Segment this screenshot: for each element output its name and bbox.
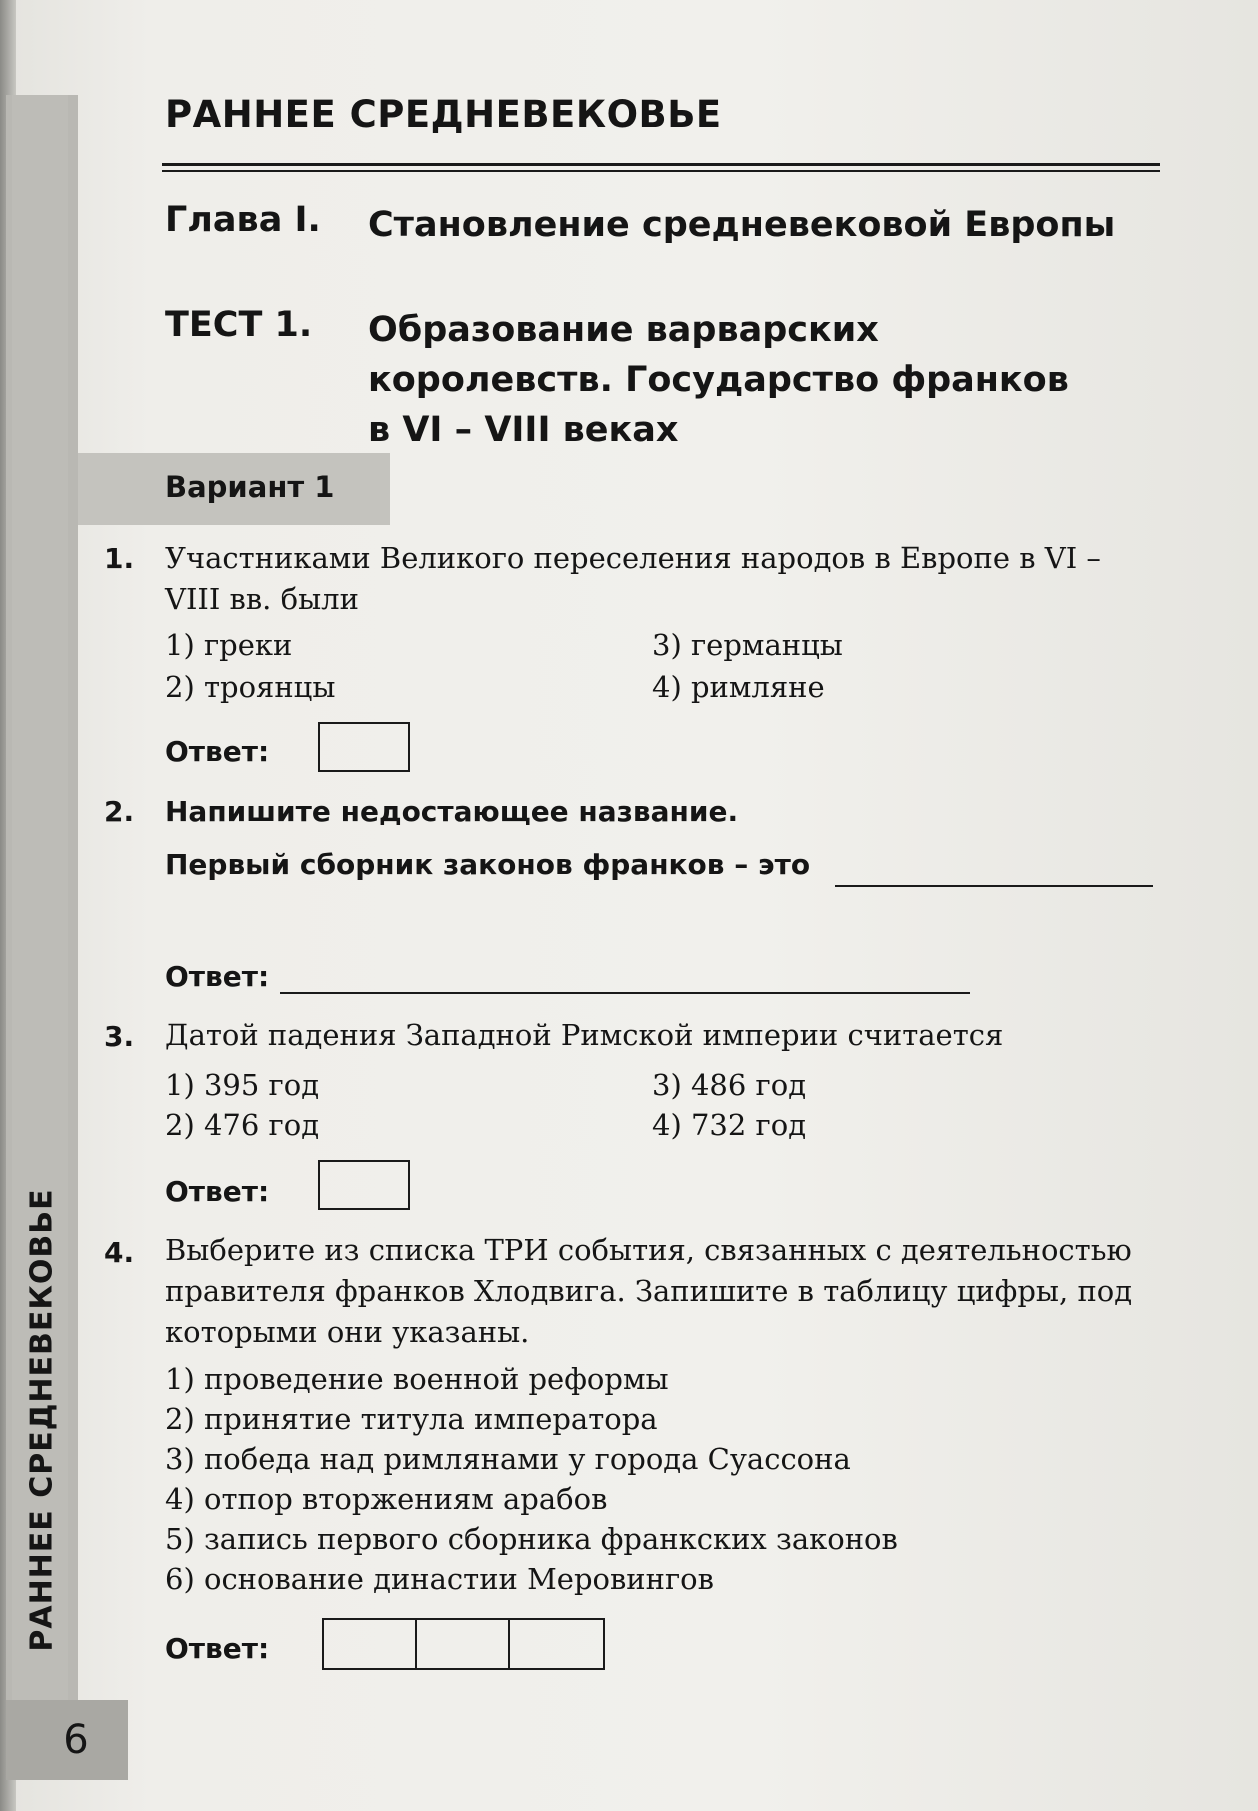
test-prefix: ТЕСТ 1. — [165, 305, 313, 345]
chapter-title: Становление средневековой Европы — [368, 205, 1116, 245]
option: 3) победа над римлянами у города Суассона — [165, 1442, 851, 1476]
option: 1) проведение военной реформы — [165, 1362, 669, 1396]
title-rule-thin — [162, 170, 1160, 172]
question-number: 2. — [104, 795, 135, 828]
page-number: 6 — [63, 1717, 89, 1763]
answer-label: Ответ: — [165, 735, 270, 768]
answer-box[interactable] — [318, 722, 410, 772]
answer-line[interactable] — [280, 962, 970, 994]
title-rule-thick — [162, 163, 1160, 166]
answer-label: Ответ: — [165, 960, 270, 993]
question-text: Участниками Великого переселения народов в Европе в VI – VIII вв. были — [165, 541, 1101, 616]
side-section-label: РАННЕЕ СРЕДНЕВЕКОВЬЕ — [24, 1188, 60, 1652]
option: 1) 395 год — [165, 1068, 320, 1102]
answer-cell[interactable] — [417, 1620, 510, 1668]
question-number: 1. — [104, 542, 135, 575]
question-number: 4. — [104, 1236, 135, 1269]
option: 2) троянцы — [165, 670, 336, 704]
option: 4) римляне — [652, 670, 825, 704]
variant-title: Вариант 1 — [165, 470, 335, 504]
chapter-prefix: Глава I. — [165, 200, 321, 240]
test-title-line: королевств. Государство франков — [368, 360, 1069, 400]
option: 3) 486 год — [652, 1068, 807, 1102]
option: 3) германцы — [652, 628, 843, 662]
question-text: Выберите из списка ТРИ события, связанных с деятельностью правителя франков Хлодвига. Запишите в таблицу цифры, под которыми они указаны. — [165, 1233, 1133, 1349]
test-title — [368, 305, 1148, 455]
answer-table — [322, 1618, 605, 1670]
section-title: РАННЕЕ СРЕДНЕВЕКОВЬЕ — [165, 93, 722, 136]
answer-label: Ответ: — [165, 1175, 270, 1208]
test-title-line: Образование варварских — [368, 310, 879, 350]
option: 4) отпор вторжениям арабов — [165, 1482, 608, 1516]
answer-box[interactable] — [318, 1160, 410, 1210]
blank-line[interactable] — [835, 855, 1153, 887]
question-number: 3. — [104, 1020, 135, 1053]
question-prompt: Первый сборник законов франков – это — [165, 848, 811, 881]
option: 6) основание династии Меровингов — [165, 1562, 714, 1596]
option: 1) греки — [165, 628, 293, 662]
answer-label: Ответ: — [165, 1632, 270, 1665]
question-text: Датой падения Западной Римской империи считается — [165, 1018, 1004, 1052]
answer-cell[interactable] — [510, 1620, 603, 1668]
option: 4) 732 год — [652, 1108, 807, 1142]
option: 5) запись первого сборника франкских законов — [165, 1522, 898, 1556]
option: 2) принятие титула императора — [165, 1402, 658, 1436]
answer-cell[interactable] — [324, 1620, 417, 1668]
test-title-line: в VI – VIII веках — [368, 410, 679, 450]
option: 2) 476 год — [165, 1108, 320, 1142]
question-text: Напишите недостающее название. — [165, 795, 739, 828]
